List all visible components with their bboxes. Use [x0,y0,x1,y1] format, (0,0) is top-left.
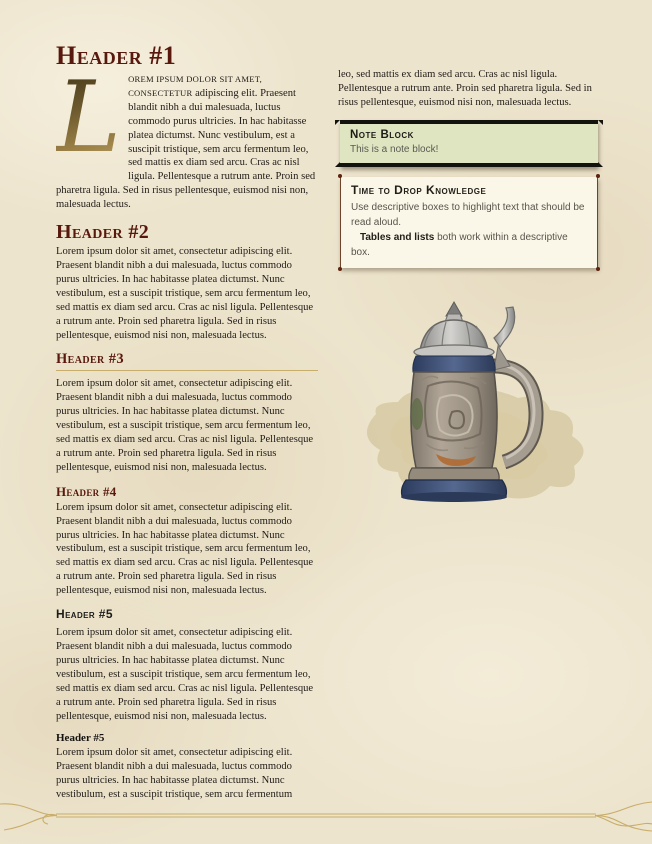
paragraph-3: Lorem ipsum dolor sit amet, consectetur adipiscing elit. Praesent blandit nibh a dui malesuada, luctus commodo purus ultricies. In hac habitasse platea dictumst. Nunc vestibulum, est a suscipit tristique, sem arcu fermentum leo, sed mattis ex diam sed arcu. Cras ac nisl ligula. Pellentesque a rutrum ante. Proin sed pharetra ligula. Sed in risus pellentesque, euismod nisi non, malesuada lectus. [56,378,314,473]
header-1: Header #1 [56,41,177,70]
descriptive-box-bold-text: Tables and lists [360,231,435,243]
paragraph-dropcap-text: adipiscing elit. Praesent blandit nibh a dui malesuada, luctus commodo purus ultricies. In hac habitasse platea dictumst. Nunc vestibulum, est a suscipit tristique, sem arcu fermentum leo, sed mattis ex diam sed arcu. Cras ac nisl ligula. Pellentesque a rutrum ante. Proin sed pharetra ligula. Sed in risus pellentesque, euismod nisi non, malesuada lectus. [56,87,316,211]
descriptive-box-corner-dot [596,174,600,178]
note-block-title: Note Block [350,128,414,141]
descriptive-box-line1: Use descriptive boxes to highlight text that should be read aloud. [351,201,585,228]
descriptive-box [340,177,598,268]
right-column [338,42,600,811]
left-column [56,42,318,811]
descriptive-box-corner-dot [338,267,342,271]
header-2: Header #2 [56,221,150,244]
paragraph-5: Lorem ipsum dolor sit amet, consectetur adipiscing elit. Praesent blandit nibh a dui malesuada, luctus commodo purus ultricies. In hac habitasse platea dictumst. Nunc vestibulum, est a suscipit tristique, sem arcu fermentum leo, sed mattis ex diam sed arcu. Cras ac nisl ligula. Pellentesque a rutrum ante. Proin sed pharetra ligula. Sed in risus pellentesque, euismod nisi non, malesuada lectus. [56,627,314,722]
paragraph-4: Lorem ipsum dolor sit amet, consectetur adipiscing elit. Praesent blandit nibh a dui malesuada, luctus commodo purus ultricies. In hac habitasse platea dictumst. Nunc vestibulum, est a suscipit tristique, sem arcu fermentum leo, sed mattis ex diam sed arcu. Cras ac nisl ligula. Pellentesque a rutrum ante. Proin sed pharetra ligula. Sed in risus pellentesque, euismod nisi non, malesuada lectus. [56,501,314,597]
descriptive-box-title: Time to Drop Knowledge [351,182,487,197]
beer-stein-image [348,294,588,524]
header-5: Header #5 [56,607,113,622]
header-3: Header #3 [56,351,318,371]
header-6: Header #5 [56,732,105,745]
paragraph-6: Lorem ipsum dolor sit amet, consectetur adipiscing elit. Praesent blandit nibh a dui malesuada, luctus commodo purus ultricies. In hac habitasse platea dictumst. Nunc vestibulum, est a suscipit tristique, sem arcu fermentum [56,747,293,801]
note-corner-decoration [598,162,603,167]
paragraph-dropcap [56,61,318,212]
descriptive-box-corner-dot [338,174,342,178]
note-block [340,120,598,167]
note-corner-decoration [335,162,340,167]
paragraph-continuation: leo, sed mattis ex diam sed arcu. Cras ac nisl ligula. Pellentesque a rutrum ante. Proin sed pharetra ligula. Sed in risus pellentesque, euismod nisi non, malesuada lectus. [338,69,592,108]
drop-cap-letter: L [56,61,122,175]
note-block-body: This is a note block! [350,143,439,155]
descriptive-box-corner-dot [596,267,600,271]
header-4: Header #4 [56,483,117,499]
descriptive-box-line2: Tables and lists both work within a descriptive box. [351,231,568,258]
stein-illustration [338,294,600,524]
lead-small-caps: OREM IPSUM DOLOR SIT AMET, CONSECTETUR [128,74,262,98]
footer-flourish-decoration [0,796,652,836]
paragraph-2: Lorem ipsum dolor sit amet, consectetur adipiscing elit. Praesent blandit nibh a dui malesuada, luctus commodo purus ultricies. In hac habitasse platea dictumst. Nunc vestibulum, est a suscipit tristique, sem arcu fermentum leo, sed mattis ex diam sed arcu. Cras ac nisl ligula. Pellentesque a rutrum ante. Proin sed pharetra ligula. Sed in risus pellentesque, euismod nisi non, malesuada lectus. [56,246,314,341]
